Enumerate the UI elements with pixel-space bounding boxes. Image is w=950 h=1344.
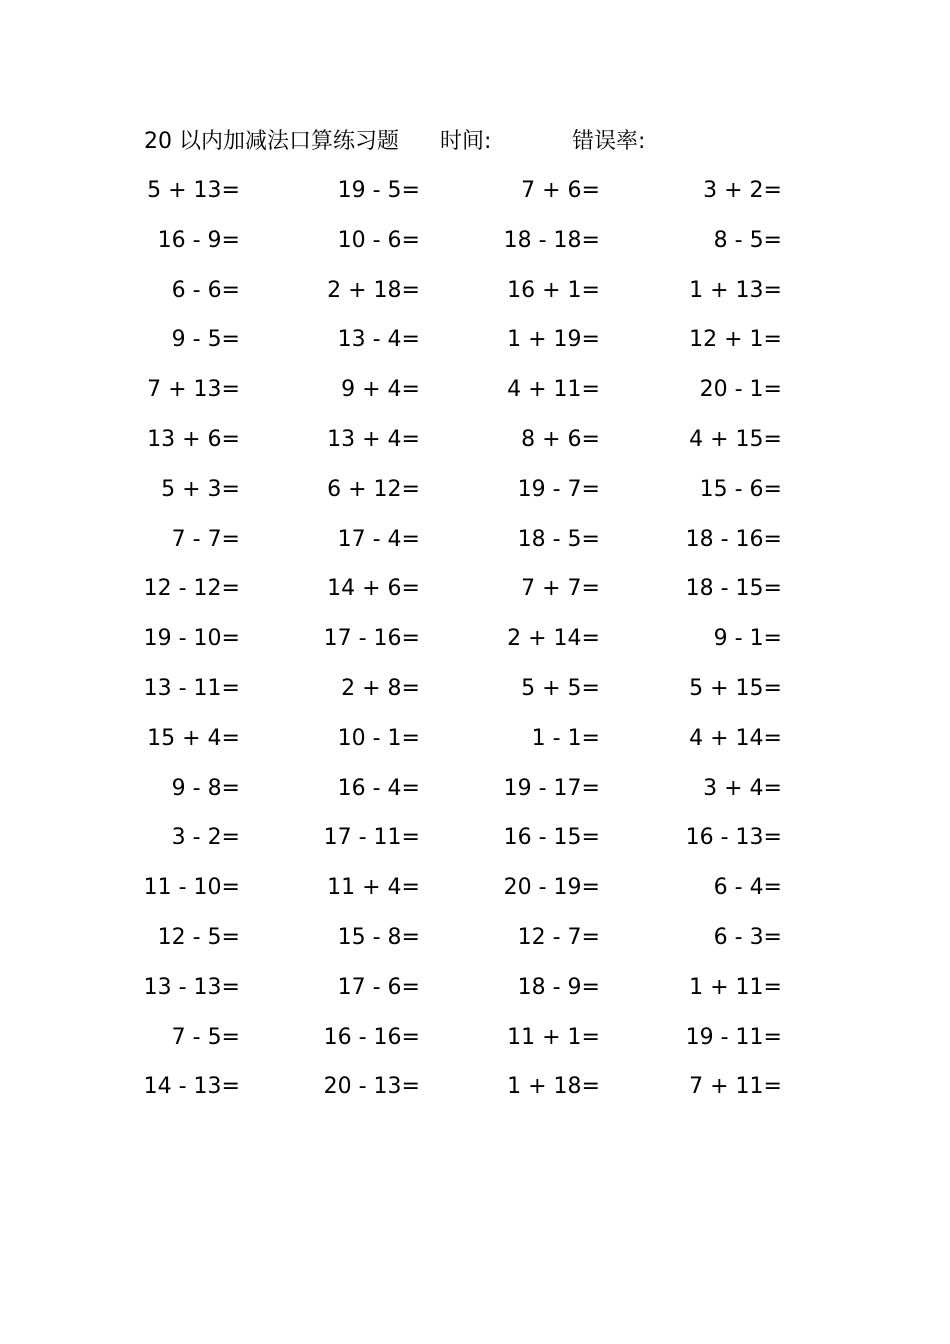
problem-item: 12 + 1= (689, 327, 782, 353)
problem-item: 5 + 3= (161, 476, 240, 502)
problem-row (0, 963, 950, 1013)
problem-item: 10 - 6= (337, 227, 420, 253)
problem-item: 17 - 6= (337, 974, 420, 1000)
problem-row (0, 415, 950, 465)
problem-item: 20 - 19= (503, 875, 600, 901)
problem-item: 17 - 11= (323, 825, 420, 851)
problem-item: 7 - 5= (171, 1024, 240, 1050)
problem-row (0, 714, 950, 764)
error-rate-label: 错误率: (572, 129, 646, 154)
problem-row (0, 1013, 950, 1063)
problem-item: 1 + 13= (689, 277, 782, 303)
problem-item: 18 - 18= (503, 227, 600, 253)
problem-row (0, 863, 950, 913)
problem-row (0, 664, 950, 714)
problem-item: 1 - 1= (531, 725, 600, 751)
problem-item: 1 + 18= (507, 1074, 600, 1100)
problem-item: 7 - 7= (171, 526, 240, 552)
problem-item: 9 - 8= (171, 775, 240, 801)
problem-item: 7 + 13= (147, 377, 240, 403)
problem-item: 18 - 9= (517, 974, 600, 1000)
problem-item: 16 - 13= (685, 825, 782, 851)
problem-item: 16 - 16= (323, 1024, 420, 1050)
problem-item: 15 - 8= (337, 925, 420, 950)
problem-item: 6 - 6= (171, 277, 240, 303)
problem-item: 5 + 13= (147, 178, 240, 203)
problem-item: 16 - 4= (337, 775, 420, 801)
problem-item: 2 + 8= (341, 676, 420, 701)
problem-item: 18 - 16= (685, 526, 782, 552)
problem-item: 7 + 6= (521, 178, 600, 203)
problem-item: 4 + 11= (507, 377, 600, 403)
problem-row (0, 564, 950, 614)
problem-item: 3 + 2= (703, 178, 782, 203)
problem-row (0, 813, 950, 863)
problem-row (0, 266, 950, 316)
problem-item: 15 - 6= (699, 476, 782, 502)
problem-row (0, 764, 950, 814)
problem-item: 6 + 12= (327, 476, 420, 502)
problem-item: 17 - 4= (337, 526, 420, 552)
problem-item: 1 + 19= (507, 327, 600, 353)
problem-item: 9 + 4= (341, 377, 420, 403)
problem-row (0, 1062, 950, 1112)
problem-item: 18 - 5= (517, 526, 600, 552)
problem-item: 1 + 11= (689, 974, 782, 1000)
problem-item: 8 - 5= (713, 227, 782, 253)
problem-item: 5 + 15= (689, 676, 782, 701)
problem-row (0, 913, 950, 963)
problem-row (0, 216, 950, 266)
problem-item: 13 - 13= (143, 974, 240, 1000)
problem-item: 20 - 1= (699, 377, 782, 403)
problem-row (0, 315, 950, 365)
problem-item: 12 - 12= (143, 576, 240, 602)
problem-item: 2 + 18= (327, 277, 420, 303)
problem-item: 5 + 5= (521, 676, 600, 701)
problem-row (0, 614, 950, 664)
problem-item: 19 - 5= (337, 178, 420, 203)
problem-item: 13 + 6= (147, 427, 240, 452)
problem-item: 8 + 6= (521, 427, 600, 452)
time-label: 时间: (440, 129, 492, 154)
worksheet-title: 20 以内加减法口算练习题 (144, 129, 399, 154)
problem-item: 10 - 1= (337, 725, 420, 751)
problem-row (0, 515, 950, 565)
problem-item: 7 + 7= (521, 576, 600, 602)
problem-item: 6 - 3= (713, 925, 782, 950)
problem-item: 19 - 7= (517, 476, 600, 502)
problem-item: 13 - 11= (143, 676, 240, 701)
problem-item: 4 + 14= (689, 725, 782, 751)
problem-item: 19 - 17= (503, 775, 600, 801)
problem-item: 4 + 15= (689, 427, 782, 452)
problem-item: 9 - 1= (713, 626, 782, 652)
problem-item: 16 - 15= (503, 825, 600, 851)
problem-item: 19 - 11= (685, 1024, 782, 1050)
problem-item: 7 + 11= (689, 1074, 782, 1100)
problem-item: 13 - 4= (337, 327, 420, 353)
problem-item: 11 - 10= (143, 875, 240, 901)
problem-item: 16 + 1= (507, 277, 600, 303)
problem-row (0, 166, 950, 216)
problem-item: 18 - 15= (685, 576, 782, 602)
problem-item: 11 + 4= (327, 875, 420, 901)
problem-item: 9 - 5= (171, 327, 240, 353)
problem-item: 3 + 4= (703, 775, 782, 801)
problem-item: 12 - 7= (517, 925, 600, 950)
problem-item: 6 - 4= (713, 875, 782, 901)
problem-item: 14 + 6= (327, 576, 420, 602)
problem-item: 13 + 4= (327, 427, 420, 452)
problem-item: 11 + 1= (507, 1024, 600, 1050)
problem-item: 20 - 13= (323, 1074, 420, 1100)
problem-row (0, 365, 950, 415)
problem-item: 14 - 13= (143, 1074, 240, 1100)
problem-item: 19 - 10= (143, 626, 240, 652)
problem-item: 16 - 9= (157, 227, 240, 253)
problem-item: 17 - 16= (323, 626, 420, 652)
problem-item: 2 + 14= (507, 626, 600, 652)
problem-item: 12 - 5= (157, 925, 240, 950)
problem-item: 3 - 2= (171, 825, 240, 851)
problem-item: 15 + 4= (147, 725, 240, 751)
problem-row (0, 465, 950, 515)
